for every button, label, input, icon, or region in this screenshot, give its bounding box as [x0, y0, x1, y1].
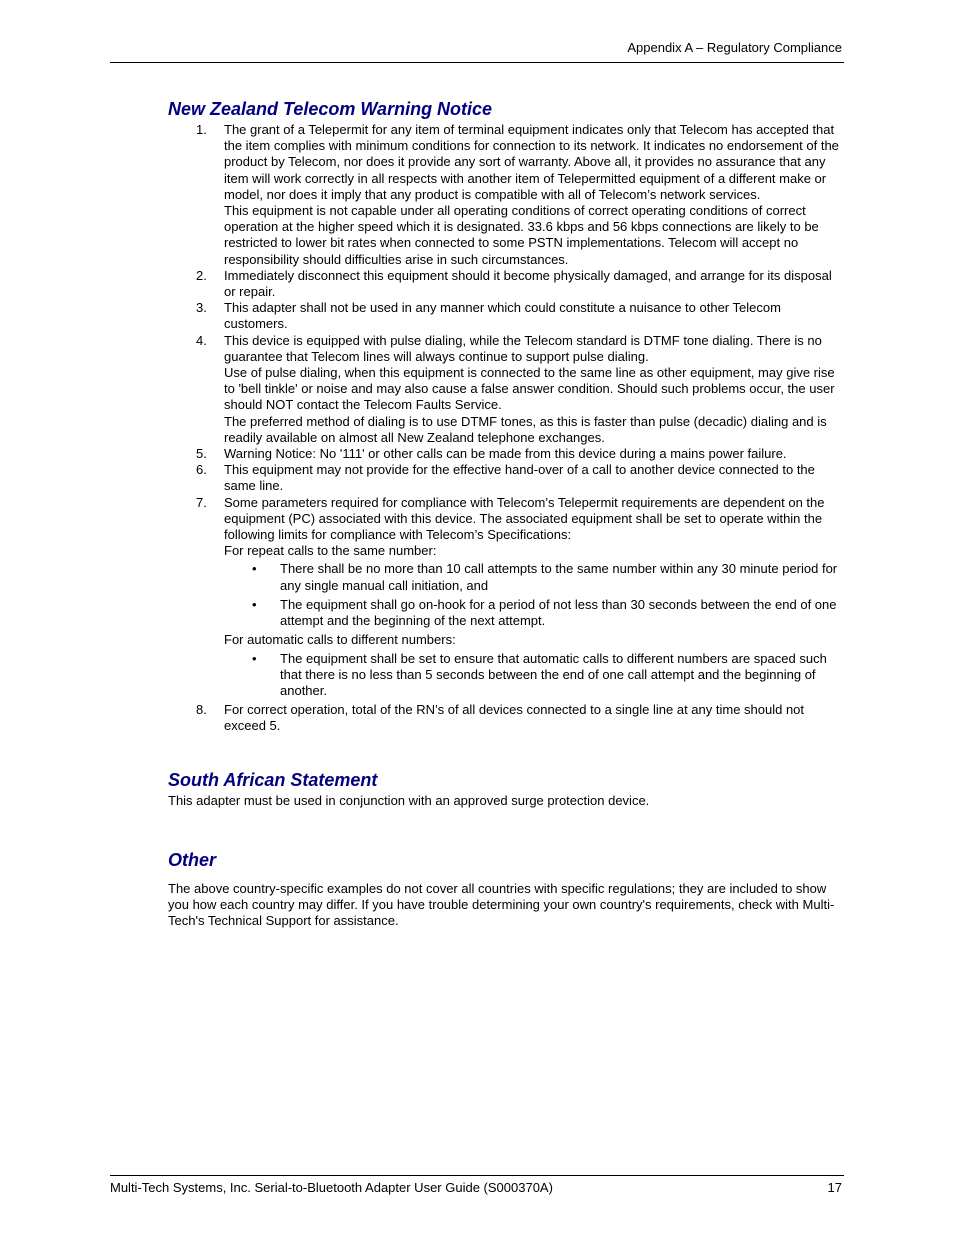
list-item: [168, 462, 844, 494]
bullet-icon: •: [252, 561, 257, 577]
page-header: [110, 36, 844, 63]
item-number: 7.: [196, 494, 207, 510]
item-text: Immediately disconnect this equipment should it become physically damaged, and arrange for its disposal or repair.: [224, 267, 832, 300]
nz-section-title: New Zealand Telecom Warning Notice: [168, 99, 493, 119]
bullet-text: The equipment shall be set to ensure that automatic calls to different numbers are spaced such that there is no less than 5 seconds between the end of one call attempt and the beginning of another.: [280, 650, 827, 698]
item-number: 8.: [196, 702, 207, 718]
nz-notice-list: [168, 122, 844, 735]
bullet-list: [224, 561, 844, 629]
bullet-list: [224, 651, 844, 700]
item-number: 2.: [196, 267, 207, 283]
list-item: [168, 333, 844, 446]
bullet-icon: •: [252, 596, 257, 612]
sa-section-title: South African Statement: [168, 769, 378, 790]
bullet-text: The equipment shall go on-hook for a period of not less than 30 seconds between the end of one attempt and the beginning of the next attempt.: [280, 596, 837, 629]
item-text: Some parameters required for compliance with Telecom’s Telepermit requirements are dependent on the equipment (PC) associated with this device. The associated equipment shall be set to operate within the following limits for compliance with Telecom’s Specifications:: [224, 494, 825, 543]
item-text: Use of pulse dialing, when this equipment is connected to the same line as other equipment, may give rise to 'bell tinkle' or noise and may also cause a false answer condition. Should such problems occur, the user should NOT contact the Telecom Faults Service.: [224, 365, 835, 413]
item-text: Warning Notice: No '111' or other calls can be made from this device during a mains power failure.: [224, 446, 787, 462]
item-text: The grant of a Telepermit for any item of terminal equipment indicates only that Telecom has accepted that the item complies with minimum conditions for connection to its network. It indicates no endorsement of the product by Telecom, nor does it provide any sort of warranty. Above all, it provides no assurance that any item will work correctly in all respects with another item of Telepermitted equipment of a different make or model, nor does it imply that any product is compatible with all of Telecom’s network services.: [224, 122, 839, 202]
item-text: This adapter shall not be used in any manner which could constitute a nuisance to other Telecom customers.: [224, 300, 781, 332]
item-text: For correct operation, total of the RN’s of all devices connected to a single line at any time should not exceed 5.: [224, 702, 805, 734]
list-item: [168, 300, 844, 332]
item-text: For repeat calls to the same number:: [224, 543, 437, 559]
item-text: For automatic calls to different numbers:: [224, 632, 456, 648]
item-number: 6.: [196, 462, 207, 478]
item-number: 1.: [196, 122, 207, 137]
item-number: 5.: [196, 446, 207, 462]
bullet-item: [224, 561, 844, 593]
item-number: 4.: [196, 332, 207, 348]
footer-text: Multi-Tech Systems, Inc. Serial-to-Bluetooth Adapter User Guide (S000370A): [110, 1180, 553, 1195]
bullet-item: [224, 651, 844, 700]
list-item: [168, 446, 844, 462]
page-number: 17: [827, 1180, 842, 1195]
bullet-icon: •: [252, 650, 257, 666]
item-text: The preferred method of dialing is to use DTMF tones, as this is faster than pulse (decadic) dialing and is readily available on almost all New Zealand telephone exchanges.: [224, 413, 827, 445]
other-section-title: Other: [168, 849, 217, 870]
page-footer: [110, 1175, 844, 1195]
item-text: This equipment may not provide for the effective hand-over of a call to another device connected to the same line.: [224, 462, 815, 494]
list-item: [168, 495, 844, 699]
bullet-item: [224, 597, 844, 629]
bullet-text: There shall be no more than 10 call attempts to the same number within any 30 minute period for any single manual call initiation, and: [280, 561, 838, 593]
list-item: [168, 268, 844, 300]
list-item: [168, 702, 844, 734]
item-text: This device is equipped with pulse dialing, while the Telecom standard is DTMF tone dialing. There is no guarantee that Telecom lines will always continue to support pulse dialing.: [224, 332, 822, 364]
item-number: 3.: [196, 300, 207, 316]
other-text: The above country-specific examples do not cover all countries with specific regulations; they are included to show you how each country may differ. If you have trouble determining your own country's requirements, check with Multi-Tech's Technical Support for assistance.: [168, 880, 835, 929]
sa-text: This adapter must be used in conjunction with an approved surge protection device.: [168, 792, 650, 808]
list-item: [168, 122, 844, 268]
item-text: This equipment is not capable under all operating conditions of correct operating conditions of correct operation at the higher speed which it is designated. 33.6 kbps and 56 kbps connections are likely to be restricted to lower bit rates when connected to some PSTN implementations. Telecom will accept no responsibility should difficulties arise in such circumstances.: [224, 203, 819, 267]
page-content: [168, 96, 844, 929]
header-text: Appendix A – Regulatory Compliance: [627, 40, 842, 55]
